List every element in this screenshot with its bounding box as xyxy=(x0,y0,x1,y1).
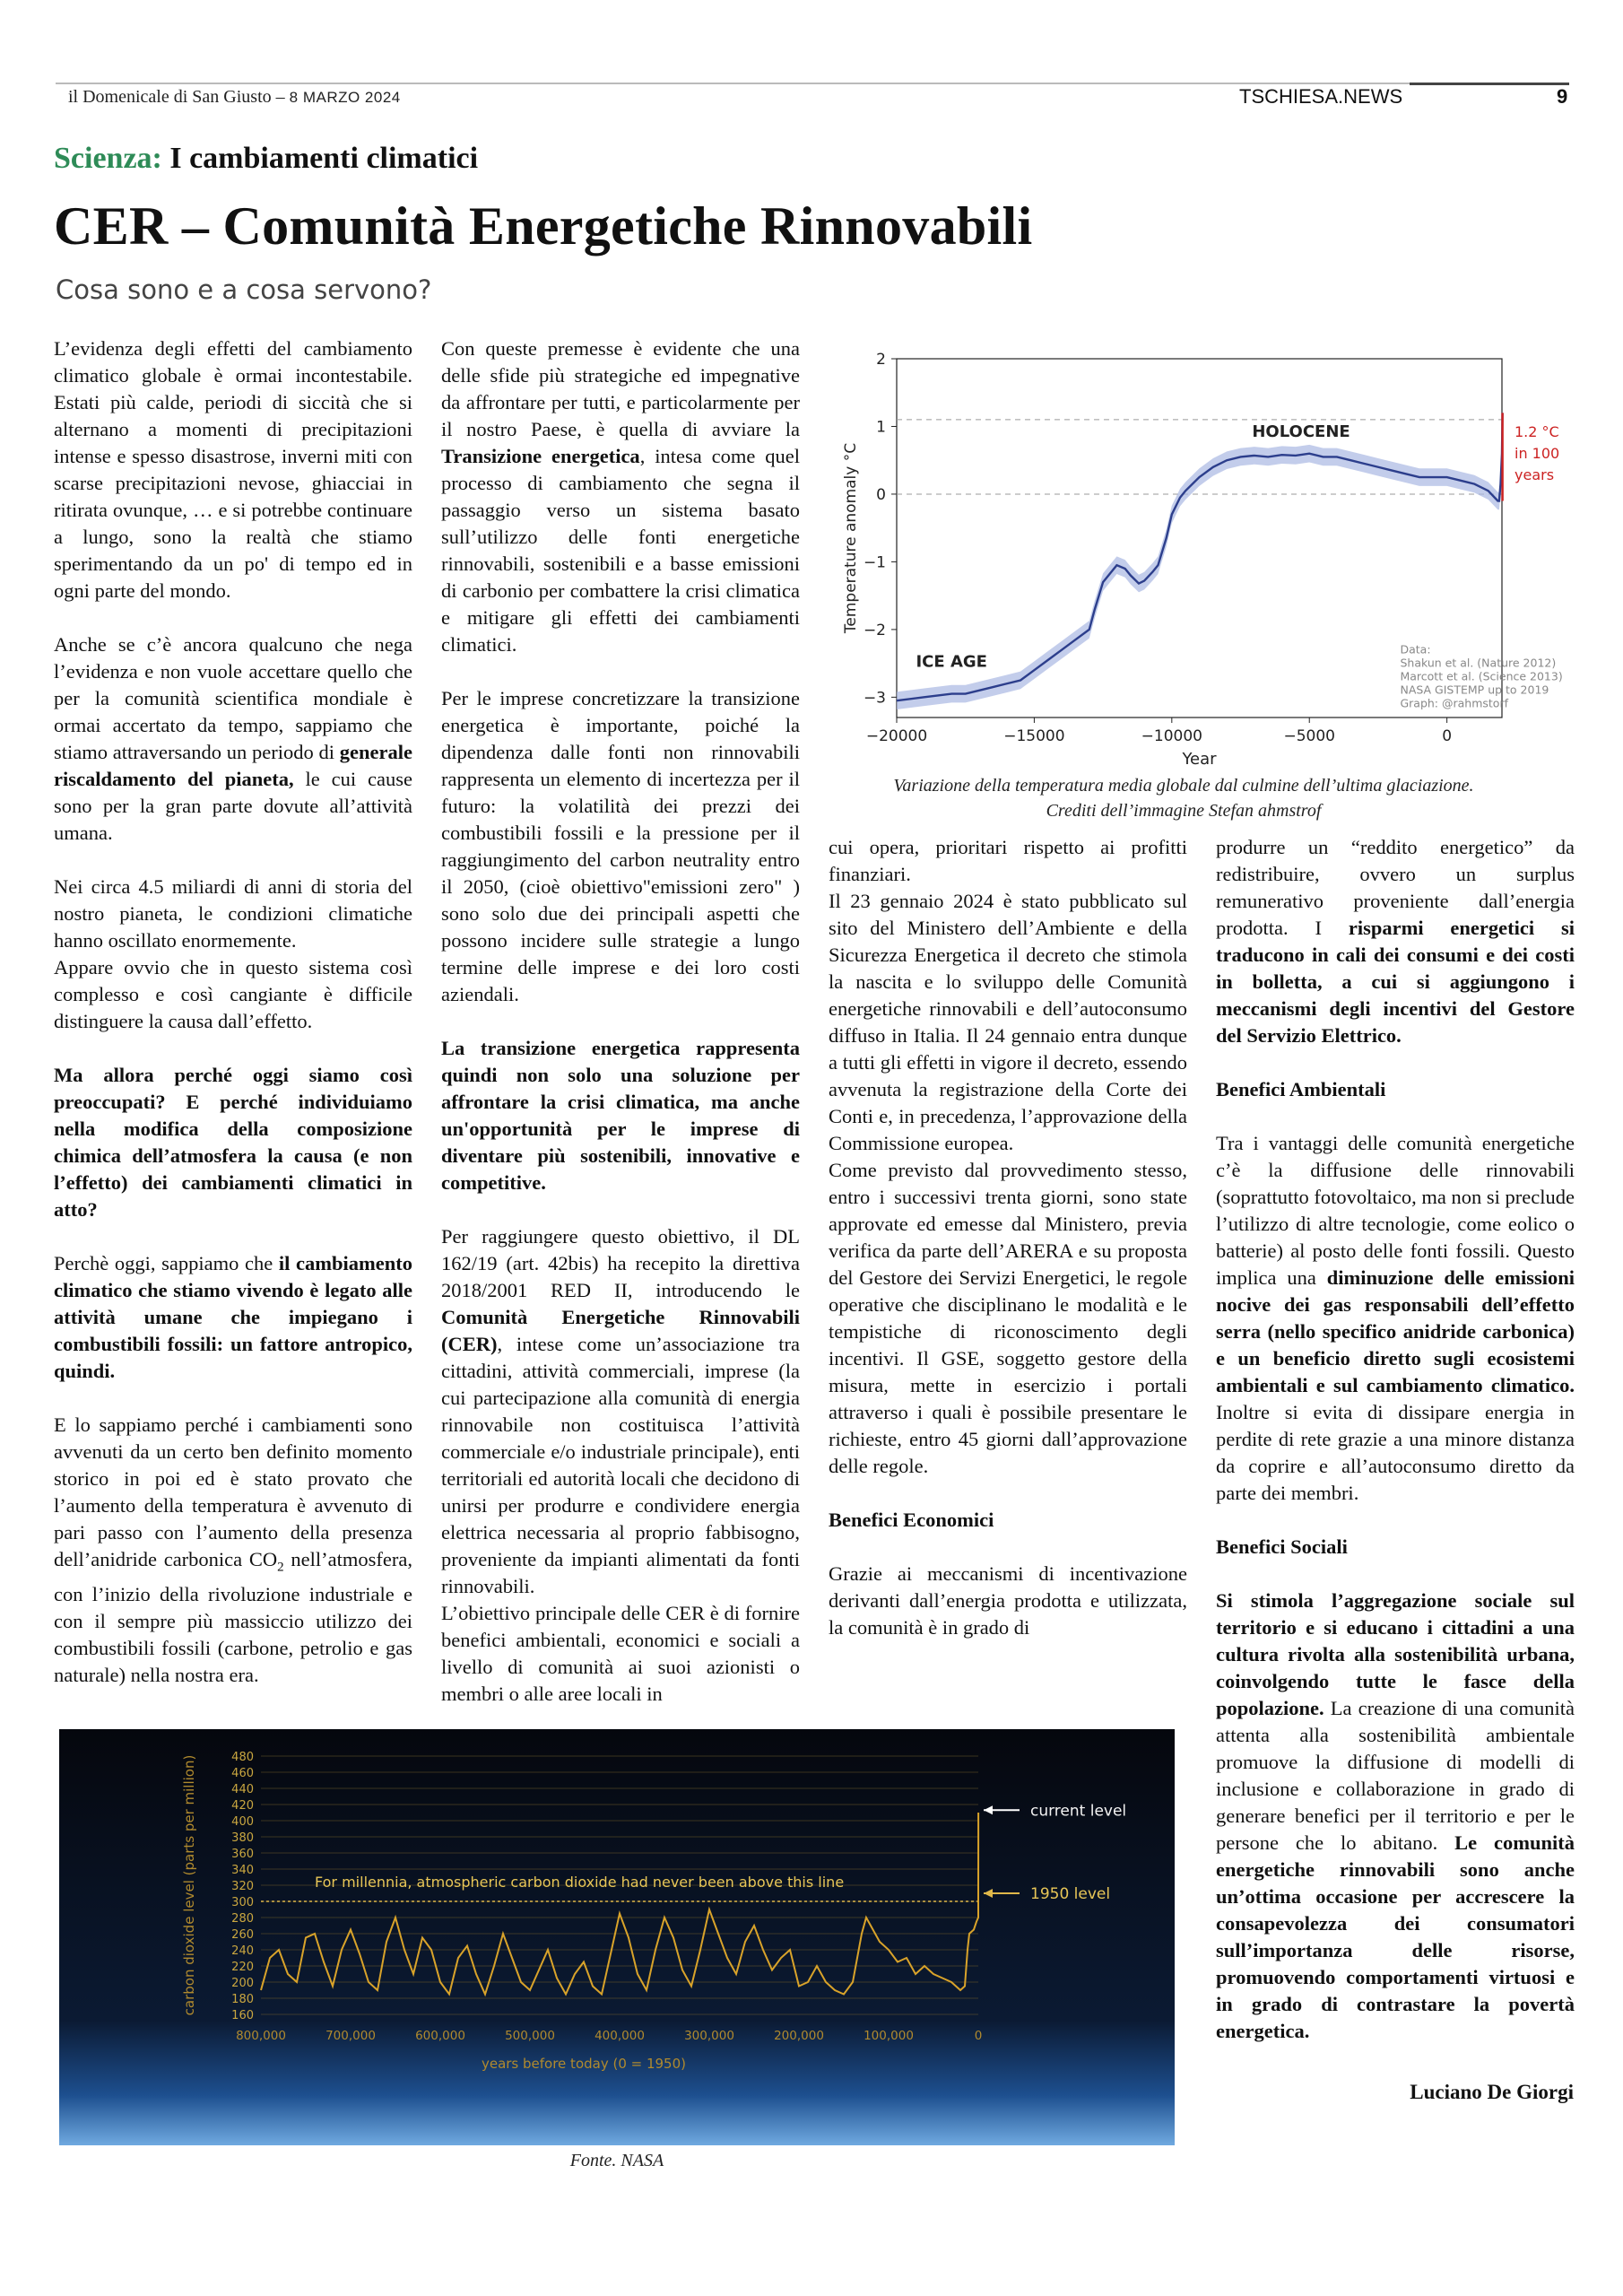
subheading: Benefici Economici xyxy=(829,1509,994,1531)
x-tick-label: 400,000 xyxy=(595,2029,645,2043)
x-tick-label: 100,000 xyxy=(864,2029,914,2043)
paragraph xyxy=(1216,1587,1575,2045)
y-tick-label: 400 xyxy=(231,1815,254,1829)
subheading: Benefici Ambientali xyxy=(1216,1078,1386,1100)
chart-caption xyxy=(834,773,1533,823)
paragraph: L’evidenza degli effetti del cambiamento climatico globale è ormai incontestabile. Estati più calde, periodi di siccità che si alternano a momenti di precipitazioni intense e spesso disastrose, inverni miti con scarse precipitazioni nevose, ghiacciai in ritirata ovunque, … e si potrebbe continuare a lungo, sono la realtà che stiamo sperimentando da un po' di tempo ed in ogni parte del mondo. xyxy=(54,337,412,602)
paragraph xyxy=(1216,1130,1575,1507)
warming-callout-text: in 100 xyxy=(1515,444,1560,462)
y-axis-label: carbon dioxide level (parts per million) xyxy=(181,1754,197,2016)
subheading: Benefici Sociali xyxy=(1216,1535,1348,1558)
x-axis-label: Year xyxy=(1182,750,1217,769)
text-run: Tra i vantaggi delle comunità energetiche c’è la diffusione delle rinnovabili (soprattutto fotovoltaico, ma non si preclude l’utilizzo di altre tecnologie, come eolico o batterie) al posto delle fonti fossili. Questo implica una xyxy=(1216,1132,1575,1289)
y-tick-label: 200 xyxy=(231,1977,254,1990)
header-rule-accent xyxy=(1410,83,1569,85)
text-run-bold: risparmi energetici si traducono in cali dei consumi e dei costi in bolletta, a cui si aggiungono i meccanismi degli incentivi del Gestore del Servizio Elettrico. xyxy=(1216,917,1575,1047)
y-tick-label: 440 xyxy=(231,1783,254,1796)
running-header xyxy=(68,87,401,108)
y-axis-label: Temperature anomaly °C xyxy=(842,442,860,634)
article-title: CER – Comunità Energetiche Rinnovabili xyxy=(54,196,1033,256)
nasa-caption: Fonte. NASA xyxy=(569,2151,664,2170)
header-rule xyxy=(56,83,1569,84)
y-tick-label: 1 xyxy=(876,418,886,437)
y-tick-label: 260 xyxy=(231,1928,254,1942)
warming-callout-text: years xyxy=(1515,465,1555,483)
section-kicker xyxy=(54,142,478,176)
y-tick-label: 320 xyxy=(231,1880,254,1893)
y-tick-label: −3 xyxy=(863,689,886,708)
text-run-bold: il cambiamento climatico che stiamo vivendo è legato alle attività umane che impiegano i combustibili fossili: un fattore antropico, quindi. xyxy=(54,1252,413,1382)
paragraph xyxy=(441,335,800,658)
paragraph: Come previsto dal provvedimento stesso, entro i successivi trenta giorni, sono state approvate ed emesse dal Ministero, previa verifica da parte dell’ARERA e su proposta del Gestore dei Servizi Energetici, le regole operative che disciplinano le modalità e le tempistiche di riconoscimento degli incentivi. Il GSE, soggetto gestore della misura, mette in esercizio i portali attraverso i quali è possibile presentare le richieste, entro 45 giorni dall’approvazione delle regole. xyxy=(829,1159,1187,1477)
paragraph: Grazie ai meccanismi di incentivazione derivanti dall’energia prodotta e utilizzata, la comunità è in grado di xyxy=(829,1562,1187,1639)
x-tick-label: 0 xyxy=(974,2029,983,2043)
y-tick-label: 340 xyxy=(231,1864,254,1877)
text-run: , intese come un’associazione tra cittadini, attività commerciali, imprese (la cui partecipazione alla comunità di energia rinnovabile non costituisca l’attività commerciale e/o industriale principale), enti territoriali ed autorità locali che decidono di unirsi per produrre e condividere energia elettrica necessaria al proprio fabbisogno, proveniente da impianti alimentati da fonti rinnovabili. xyxy=(441,1333,800,1597)
paragraph xyxy=(54,631,412,847)
warming-callout-text: 1.2 °C xyxy=(1515,422,1559,440)
text-run-bold: Si stimola l’aggregazione sociale sul territorio e si educano i cittadini a una cultura rivolta alla sostenibilità urbana, coinvolgendo tutte le fasce della popolazione. xyxy=(1216,1589,1575,1719)
subscript: 2 xyxy=(277,1560,284,1575)
caption-line: Variazione della temperatura media globale dal culmine dell’ultima glaciazione. xyxy=(893,776,1474,796)
annotation-ice-age: ICE AGE xyxy=(916,652,987,672)
y-tick-label: 280 xyxy=(231,1912,254,1926)
paragraph: L’obiettivo principale delle CER è di fornire benefici ambientali, economici e sociali a livello di comunità ai suoi azionisti o membri o alle aree locali in xyxy=(441,1602,800,1705)
y-tick-label: 420 xyxy=(231,1799,254,1813)
text-run: Inoltre si evita di dissipare energia in perdite di rete grazie a una minore distanza da coprire e all’autoconsumo diretto da parte dei membri. xyxy=(1216,1401,1575,1504)
co2-history-chart xyxy=(59,1729,1175,2145)
text-run: La creazione di una comunità attenta alla sostenibilità ambientale promuove la diffusione di modelli di inclusione e collaborazione in grado di generare benefici per il territorio e per le persone che lo abitano. xyxy=(1216,1697,1575,1854)
paragraph xyxy=(441,1223,800,1600)
x-axis-label: years before today (0 = 1950) xyxy=(481,2056,687,2072)
column-4 xyxy=(1216,834,1575,2072)
page-number: 9 xyxy=(1557,85,1568,108)
text-run: Con queste premesse è evidente che una delle sfide più strategiche ed impegnative da affrontare per tutti, e particolarmente per il nostro Paese, è quella di avviare la xyxy=(441,337,800,440)
y-tick-label: 360 xyxy=(231,1848,254,1861)
y-tick-label: 2 xyxy=(876,351,886,369)
paragraph-bold: La transizione energetica rappresenta quindi non solo una soluzione per affrontare la crisi climatica, ma anche un'opportunità per le imprese di diventare più sostenibili, innovative e competitive. xyxy=(441,1037,800,1194)
y-tick-label: 220 xyxy=(231,1961,254,1974)
y-tick-label: 240 xyxy=(231,1944,254,1958)
y-tick-label: 180 xyxy=(231,1993,254,2006)
paragraph xyxy=(54,1250,412,1385)
x-tick-label: −15000 xyxy=(1003,727,1065,745)
text-run-bold: Le comunità energetiche rinnovabili sono anche un’ottima occasione per accrescere la consapevolezza dei consumatori sull’importanza delle risorse, promuovendo comportamenti virtuosi e in grado di contrastare la povertà energetica. xyxy=(1216,1831,1575,2042)
column-2 xyxy=(441,335,800,1708)
chart-credit: NASA GISTEMP up to 2019 xyxy=(1400,683,1549,697)
text-run-bold: Comunità Energetiche Rinnovabili (CER) xyxy=(441,1306,800,1355)
text-run: Per raggiungere questo obiettivo, il DL 162/19 (art. 42bis) ha recepito la direttiva 2018/2001 RED II, introducendo le xyxy=(441,1225,800,1301)
column-1 xyxy=(54,335,412,1716)
section-label: Scienza: xyxy=(54,142,162,175)
x-tick-label: −5000 xyxy=(1283,727,1335,745)
paragraph: Il 23 gennaio 2024 è stato pubblicato sul sito del Ministero dell’Ambiente e della Sicurezza Energetica il decreto che stimola la nascita e lo sviluppo delle Comunità energetiche rinnovabili e dell’autoconsumo diffuso in Italia. Il 24 gennaio entra dunque a tutti gli effetti in vigore il decreto, essendo avvenuta la registrazione della Corte dei Conti e, in precedenza, l’approvazione della Commissione europea. xyxy=(829,890,1187,1154)
chart-credit: Data: xyxy=(1400,642,1431,657)
issue-date: 8 MARZO 2024 xyxy=(289,89,401,106)
paragraph xyxy=(1216,834,1575,1049)
y-tick-label: 300 xyxy=(231,1896,254,1909)
chart-credit: Marcott et al. (Science 2013) xyxy=(1400,669,1563,683)
current-level-label: current level xyxy=(1030,1802,1127,1821)
article-subtitle: Cosa sono e a cosa servono? xyxy=(56,274,432,305)
x-tick-label: −20000 xyxy=(865,727,928,745)
paragraph: Per le imprese concretizzare la transizione energetica è importante, poiché la dipendenza dalle fonti non rinnovabili rappresenta un elemento di incertezza per il futuro: la volatilità dei prezzi dei combustibili fossili e la pressione per il raggiungimento del carbon neutrality entro il 2050, (cioè obiettivo"emissioni zero" ) sono solo due dei principali aspetti che possono incidere sulle strategie a lungo termine delle imprese e dei loro costi aziendali. xyxy=(441,687,800,1005)
y-tick-label: 380 xyxy=(231,1831,254,1845)
paragraph: cui opera, prioritari rispetto ai profitti finanziari. xyxy=(829,836,1187,885)
paragraph xyxy=(54,1412,412,1689)
header-dash: – xyxy=(275,87,285,107)
x-tick-label: 500,000 xyxy=(505,2029,555,2043)
historic-max-annotation: For millennia, atmospheric carbon dioxide had never been above this line xyxy=(315,1874,845,1891)
x-tick-label: 600,000 xyxy=(415,2029,465,2043)
temperature-anomaly-chart xyxy=(834,341,1563,771)
x-tick-label: 700,000 xyxy=(325,2029,376,2043)
y-tick-label: −2 xyxy=(863,621,886,639)
annotation-holocene: HOLOCENE xyxy=(1252,422,1350,441)
text-run: Perchè oggi, sappiamo che xyxy=(54,1252,279,1274)
y-tick-label: 0 xyxy=(876,485,886,504)
x-tick-label: 0 xyxy=(1442,727,1453,745)
column-3 xyxy=(829,834,1187,1668)
x-tick-label: 800,000 xyxy=(236,2029,286,2043)
x-tick-label: −10000 xyxy=(1141,727,1202,745)
y-tick-label: 480 xyxy=(231,1751,254,1764)
text-run: produrre un “reddito energetico” da redistribuire, ovvero un surplus remunerativo proveniente dall’energia prodotta. I xyxy=(1216,836,1575,939)
paragraph-bold: Ma allora perché oggi siamo così preoccupati? E perché individuiamo nella modifica della composizione chimica dell’atmosfera la causa (e non l’effetto) dei cambiamenti climatici in atto? xyxy=(54,1064,412,1221)
text-run: E lo sappiamo perché i cambiamenti sono avvenuti da un certo ben definito momento storico in poi ed è stato provato che l’aumento della temperatura è avvenuto di pari passo con l’aumento della presenza dell’anidride carbonica CO xyxy=(54,1413,412,1570)
caption-line: Crediti dell’immagine Stefan ahmstrof xyxy=(1046,801,1322,821)
text-run: , intesa come quel processo di cambiamento che segna il passaggio verso un sistema basato sull’utilizzo delle fonti energetiche rinnovabili, sostenibili e a basse emissioni di carbonio per combattere la crisi climatica e mitigare gli effetti dei cambiamenti climatici. xyxy=(441,445,800,656)
section-topic: I cambiamenti climatici xyxy=(169,142,479,175)
publication-name: il Domenicale di San Giusto xyxy=(68,87,272,107)
chart-background xyxy=(59,1729,1175,2145)
chart-credit: Graph: @rahmstorf xyxy=(1400,696,1509,710)
text-run-bold: diminuzione delle emissioni nocive dei gas responsabili dell’effetto serra (nello specifico anidride carbonica) e un beneficio diretto sugli ecosistemi ambientali e sul cambiamento climatico. xyxy=(1216,1266,1575,1396)
author-byline: Luciano De Giorgi xyxy=(1410,2081,1574,2103)
x-tick-label: 200,000 xyxy=(774,2029,824,2043)
site-name[interactable]: TSCHIESA.NEWS xyxy=(1239,85,1403,108)
paragraph: Appare ovvio che in questo sistema così complesso e così cangiante è difficile distinguere la causa dall’effetto. xyxy=(54,956,412,1032)
text-run-bold: generale riscaldamento del pianeta, xyxy=(54,741,412,790)
chart-credit: Shakun et al. (Nature 2012) xyxy=(1400,656,1557,670)
y-tick-label: 460 xyxy=(231,1767,254,1780)
text-run: Anche se c’è ancora qualcuno che nega l’evidenza e non vuole accettare quello che per la comunità scientifica mondiale è ormai accertato da tempo, sappiamo che stiamo attraversando un periodo di xyxy=(54,633,412,763)
1950-level-label: 1950 level xyxy=(1030,1885,1111,1903)
text-run: le cui cause sono per la gran parte dovute all’attività umana. xyxy=(54,768,412,844)
x-tick-label: 300,000 xyxy=(684,2029,734,2043)
text-run: nell’atmosfera, con l’inizio della rivoluzione industriale e con il sempre più massiccio utilizzo dei combustibili fossili (carbone, petrolio e gas naturale) nella nostra era. xyxy=(54,1548,412,1686)
y-tick-label: −1 xyxy=(863,553,886,572)
y-tick-label: 160 xyxy=(231,2009,254,2022)
paragraph: Nei circa 4.5 miliardi di anni di storia del nostro pianeta, le condizioni climatiche hanno oscillato enormemente. xyxy=(54,875,412,952)
text-run-bold: Transizione energetica xyxy=(441,445,640,467)
